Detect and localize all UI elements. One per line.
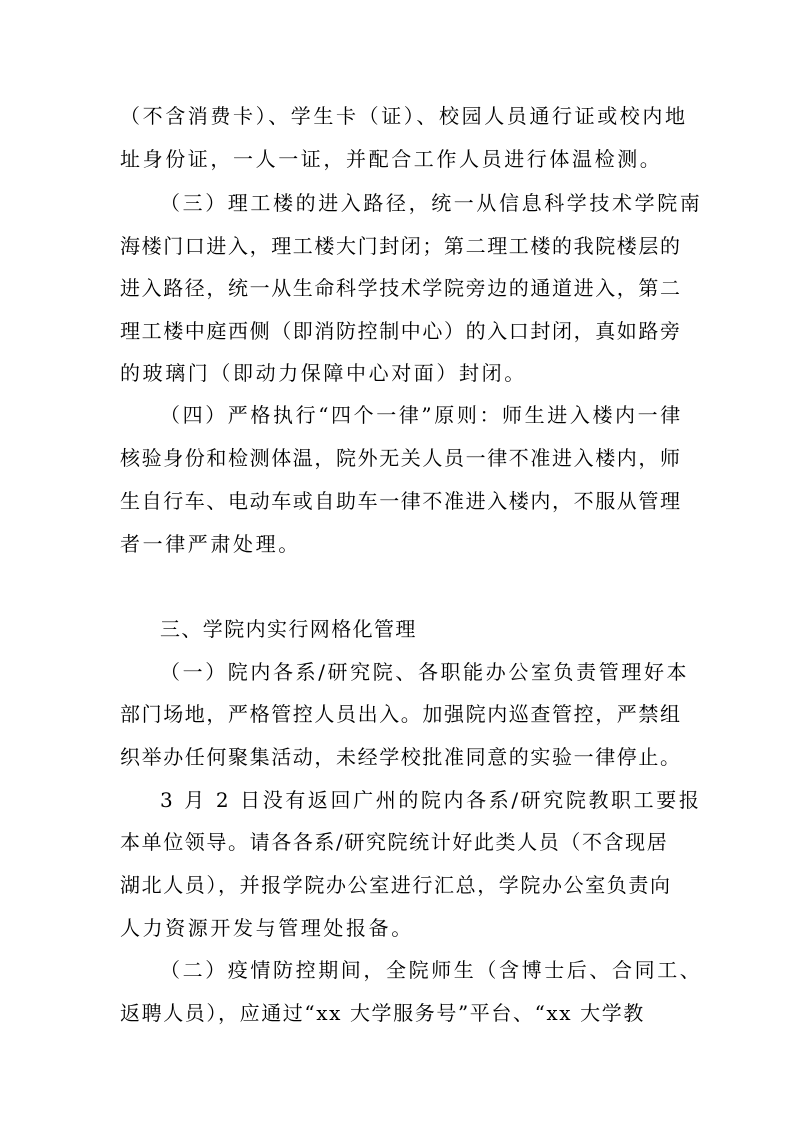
text-line: 湖北人员），并报学院办公室进行汇总，学院办公室负责向 xyxy=(120,873,672,897)
text-line: 返聘人员），应通过“xx 大学服务号”平台、“xx 大学教 xyxy=(120,1001,645,1025)
text-line: 址身份证，一人一证，并配合工作人员进行体温检测。 xyxy=(120,147,663,171)
text-line: 核验身份和检测体温，院外无关人员一律不准进入楼内，师 xyxy=(120,446,682,470)
text-line: 理工楼中庭西侧（即消防控制中心）的入口封闭，真如路旁 xyxy=(120,319,682,343)
text-line: 部门场地，严格管控人员出入。加强院内巡查管控，严禁组 xyxy=(120,702,682,726)
text-line: 人力资源开发与管理处报备。 xyxy=(120,916,414,940)
text-line: 本单位领导。请各各系/研究院统计好此类人员（不含现居 xyxy=(120,830,669,854)
text-line: （不含消费卡）、学生卡（证）、校园人员通行证或校内地 xyxy=(120,104,688,128)
text-line: 3 月 2 日没有返回广州的院内各系/研究院教职工要报 xyxy=(160,788,702,812)
text-line: （四）严格执行“四个一律”原则：师生进入楼内一律 xyxy=(160,403,683,427)
text-line: 的玻璃门（即动力保障中心对面）封闭。 xyxy=(120,361,527,385)
text-line: （一）院内各系/研究院、各职能办公室负责管理好本 xyxy=(160,660,690,684)
text-line: 生自行车、电动车或自助车一律不准进入楼内，不服从管理 xyxy=(120,489,682,513)
text-line: 织举办任何聚集活动，未经学校批准同意的实验一律停止。 xyxy=(120,745,682,769)
section-heading: 三、学院内实行网格化管理 xyxy=(160,617,417,641)
text-line: （三）理工楼的进入路径，统一从信息科学技术学院南 xyxy=(160,191,703,215)
text-line: 海楼门口进入，理工楼大门封闭；第二理工楼的我院楼层的 xyxy=(120,234,682,258)
text-line: （二）疫情防控期间，全院师生（含博士后、合同工、 xyxy=(160,958,703,982)
text-line: 进入路径，统一从生命科学技术学院旁边的通道进入，第二 xyxy=(120,276,682,300)
text-line: 者一律严肃处理。 xyxy=(120,532,301,556)
